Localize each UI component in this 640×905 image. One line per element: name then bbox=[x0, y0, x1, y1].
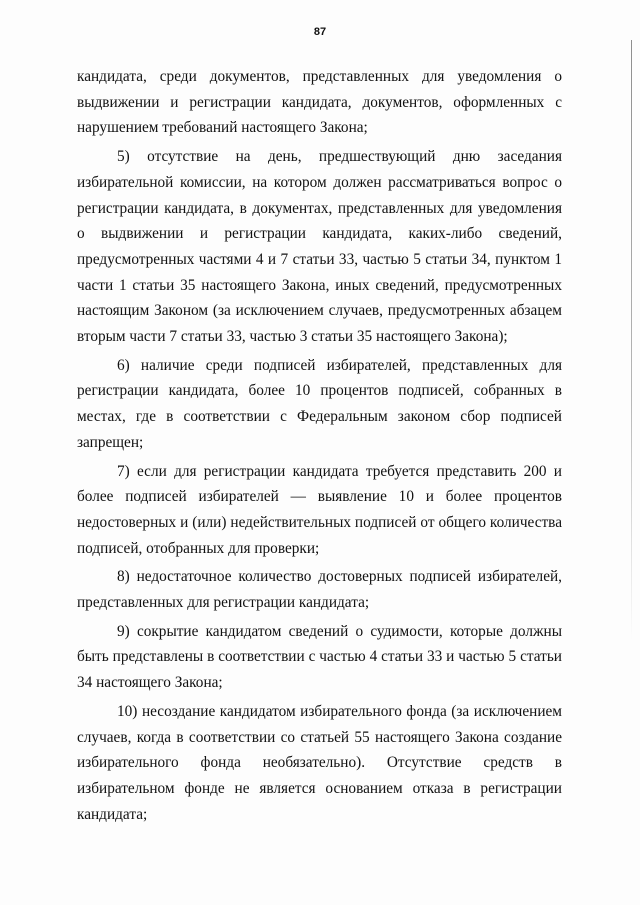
document-body bbox=[77, 64, 562, 827]
scan-edge-shadow bbox=[631, 40, 632, 640]
paragraph-item-8: 8) недостаточное количество достоверных подписей избирателей, представленных для регистрации кандидата; bbox=[77, 568, 562, 612]
paragraph-item-10: 10) несоздание кандидатом избирательного фонда (за исключением случаев, когда в соответствии со статьей 55 настоящего Закона создание избирательного фонда необязательно). Отсутствие средств в избирательном фонде не является основанием отказа в регистрации кандидата; bbox=[77, 702, 562, 823]
paragraph-item-9: 9) сокрытие кандидатом сведений о судимости, которые должны быть представлены в соответствии с частью 4 статьи 33 и частью 5 статьи 34 настоящего Закона; bbox=[77, 622, 562, 692]
paragraph-item-7: 7) если для регистрации кандидата требуется представить 200 и более подписей избирателей — выявление 10 и более процентов недостоверных и (или) недействительных подписей от общего количества подписей, отобранных для проверки; bbox=[77, 462, 562, 557]
paragraph-item-5: 5) отсутствие на день, предшествующий дню заседания избирательной комиссии, на котором должен рассматриваться вопрос о регистрации кандидата, в документах, представленных для уведомления о выдвижении и регистрации кандидата, каких-либо сведений, предусмотренных частями 4 и 7 статьи 33, частью 5 статьи 34, пунктом 1 части 1 статьи 35 настоящего Закона, иных сведений, предусмотренных настоящим Законом (за исключением случаев, предусмотренных абзацем вторым части 7 статьи 33, частью 3 статьи 35 настоящего Закона); bbox=[77, 148, 562, 346]
page-number: 87 bbox=[313, 26, 327, 38]
paragraph-continuation: кандидата, среди документов, представленных для уведомления о выдвижении и регистрации кандидата, документов, оформленных с нарушением требований настоящего Закона; bbox=[77, 68, 562, 137]
paragraph-item-6: 6) наличие среди подписей избирателей, представленных для регистрации кандидата, более 10 процентов подписей, собранных в местах, где в соответствии с Федеральным законом сбор подписей запрещен; bbox=[77, 356, 562, 451]
